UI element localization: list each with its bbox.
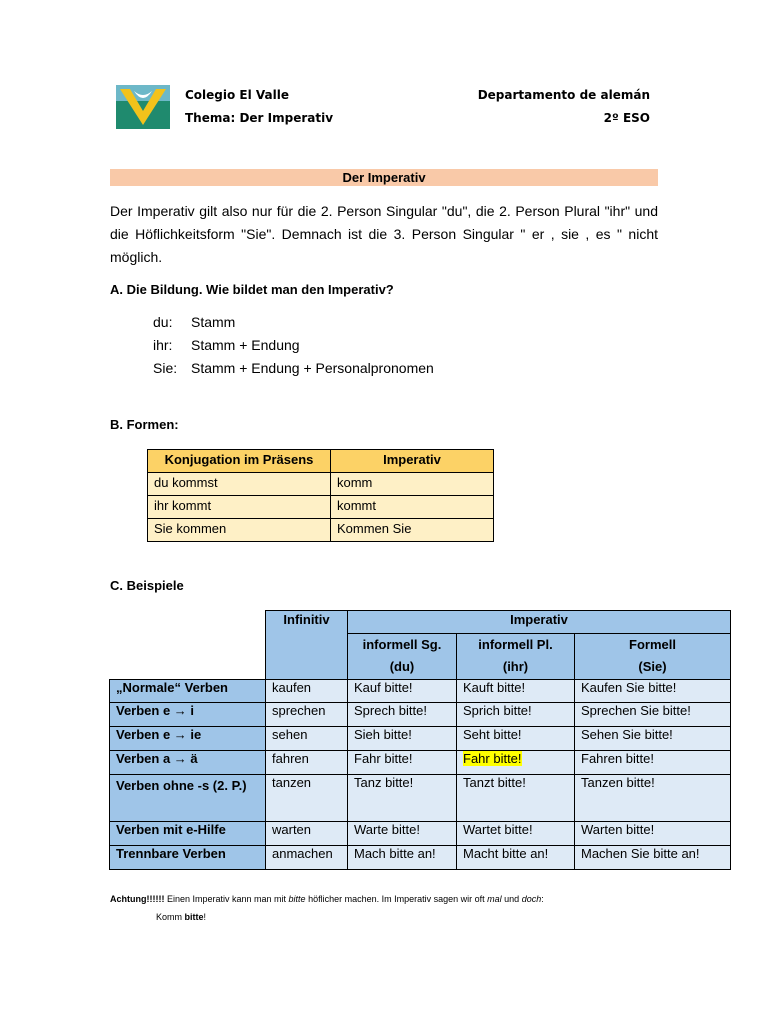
table-cell: Fahr bitte! — [348, 751, 457, 775]
table-row — [148, 496, 494, 519]
table-row — [110, 751, 731, 775]
rule-label: ihr: — [153, 337, 173, 353]
topic-label: Thema: Der Imperativ — [185, 111, 334, 125]
achtung-note — [110, 894, 670, 904]
table-cell: fahren — [266, 751, 348, 775]
column-header-infinitiv: Infinitiv — [266, 611, 348, 680]
table-cell: Kommen Sie — [331, 519, 494, 542]
row-header: Verben e → ie — [110, 727, 266, 751]
subcolumn-line2: (ihr) — [502, 659, 529, 674]
empty-corner — [110, 611, 266, 680]
section-b-heading: B. Formen: — [110, 417, 179, 432]
table-cell: Sprechen Sie bitte! — [575, 703, 731, 727]
page-title: Der Imperativ — [110, 169, 658, 186]
note-italic: mal — [487, 894, 502, 904]
table-cell: Tanz bitte! — [348, 775, 457, 822]
forms-table — [147, 449, 494, 542]
subcolumn-line1: informell Sg. — [362, 637, 442, 652]
note-text: : — [541, 894, 544, 904]
subcolumn-header-ihr — [457, 634, 575, 680]
highlighted-text: Fahr bitte! — [463, 751, 522, 766]
subcolumn-line2: (du) — [389, 659, 415, 674]
rule-value: Stamm + Endung — [191, 337, 300, 353]
column-header-imperativ: Imperativ — [348, 611, 731, 634]
example-bold: bitte — [184, 912, 204, 922]
table-cell: tanzen — [266, 775, 348, 822]
rule-value: Stamm + Endung + Personalpronomen — [191, 360, 434, 376]
table-cell: Tanzt bitte! — [457, 775, 575, 822]
table-cell: Sieh bitte! — [348, 727, 457, 751]
formation-rules — [153, 314, 553, 384]
table-row — [110, 727, 731, 751]
table-cell: Tanzen bitte! — [575, 775, 731, 822]
column-header: Konjugation im Präsens — [148, 450, 331, 473]
table-cell: sehen — [266, 727, 348, 751]
grade-label: 2º ESO — [603, 111, 650, 125]
subcolumn-line2: (Sie) — [638, 659, 667, 674]
note-example — [156, 912, 206, 922]
table-cell: Kaufen Sie bitte! — [575, 680, 731, 703]
row-header: Verben a → ä — [110, 751, 266, 775]
table-cell: sprechen — [266, 703, 348, 727]
example-text: Komm — [156, 912, 185, 922]
table-cell: warten — [266, 822, 348, 846]
table-header-row — [148, 450, 494, 473]
row-header: Verben e → i — [110, 703, 266, 727]
note-text: und — [501, 894, 522, 904]
table-row — [110, 703, 731, 727]
note-text: höflicher machen. Im Imperativ sagen wir oft — [305, 894, 488, 904]
rule-value: Stamm — [191, 314, 236, 330]
note-bold: Achtung!!!!!! — [110, 894, 165, 904]
table-cell: Warten bitte! — [575, 822, 731, 846]
examples-table — [109, 610, 731, 870]
table-row — [110, 846, 731, 870]
section-a-heading: A. Die Bildung. Wie bildet man den Imperativ? — [110, 282, 394, 297]
column-header: Imperativ — [331, 450, 494, 473]
table-cell: anmachen — [266, 846, 348, 870]
table-row — [110, 775, 731, 822]
table-cell: Macht bitte an! — [457, 846, 575, 870]
note-italic: doch — [521, 894, 542, 904]
row-header: Trennbare Verben — [110, 846, 266, 870]
row-header: „Normale“ Verben — [110, 680, 266, 703]
row-header: Verben mit e-Hilfe — [110, 822, 266, 846]
school-name: Colegio El Valle — [185, 88, 290, 102]
table-cell: Sprech bitte! — [348, 703, 457, 727]
table-cell: Mach bitte an! — [348, 846, 457, 870]
subcolumn-header-du — [348, 634, 457, 680]
school-logo — [116, 85, 170, 129]
table-row — [110, 680, 731, 703]
subcolumn-line1: informell Pl. — [478, 637, 553, 652]
table-cell: Sie kommen — [148, 519, 331, 542]
table-cell: Sehen Sie bitte! — [575, 727, 731, 751]
table-cell: Seht bitte! — [457, 727, 575, 751]
table-cell: komm — [331, 473, 494, 496]
table-cell: Warte bitte! — [348, 822, 457, 846]
example-text: ! — [203, 912, 207, 922]
table-cell: Kauft bitte! — [457, 680, 575, 703]
table-cell: Wartet bitte! — [457, 822, 575, 846]
rule-label: Sie: — [153, 360, 178, 376]
table-row — [110, 822, 731, 846]
intro-paragraph: Der Imperativ gilt also nur für die 2. Person Singular "du", die 2. Person Plural "ihr" und die Höflichkeitsform "Sie". Demnach ist die 3. Person Singular " er , sie , es " nicht möglich. — [110, 203, 658, 265]
subcolumn-line1: Formell — [629, 637, 676, 652]
row-header: Verben ohne -s (2. P.) — [110, 775, 266, 822]
subcolumn-header-sie — [575, 634, 731, 680]
table-cell: Fahren bitte! — [575, 751, 731, 775]
table-row — [148, 519, 494, 542]
rule-label: du: — [153, 314, 173, 330]
table-cell: Kauf bitte! — [348, 680, 457, 703]
table-cell: du kommst — [148, 473, 331, 496]
table-cell: kaufen — [266, 680, 348, 703]
table-row — [148, 473, 494, 496]
table-cell: kommt — [331, 496, 494, 519]
table-cell: Sprich bitte! — [457, 703, 575, 727]
note-text: Einen Imperativ kann man mit — [164, 894, 289, 904]
table-cell: Machen Sie bitte an! — [575, 846, 731, 870]
table-cell: ihr kommt — [148, 496, 331, 519]
table-header-row — [110, 611, 731, 634]
table-cell-highlighted — [457, 751, 575, 775]
section-c-heading: C. Beispiele — [110, 578, 184, 593]
department-label: Departamento de alemán — [477, 88, 650, 102]
note-italic: bitte — [288, 894, 306, 904]
